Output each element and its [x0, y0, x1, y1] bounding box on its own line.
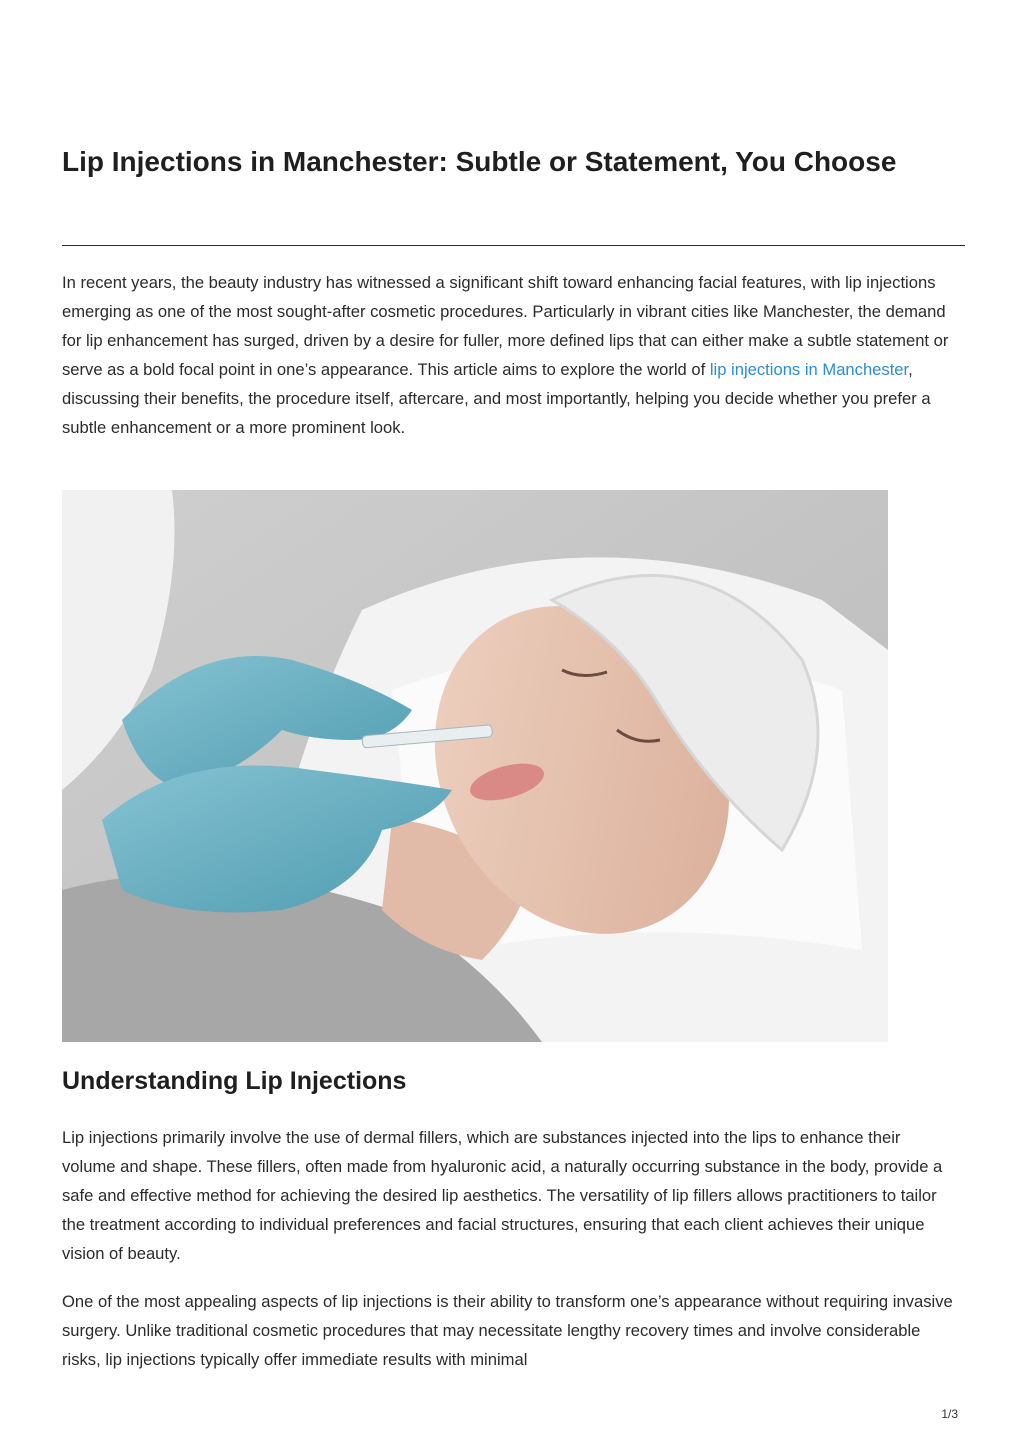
intro-text-end: , discussing their benefits, the procedure itself, aftercare, and most importantly, helping you decide whether you prefer a subtle enhancement or a more prominent look. — [62, 360, 931, 437]
intro-paragraph — [62, 268, 957, 442]
article-title: Lip Injections in Manchester: Subtle or Statement, You Choose — [62, 146, 897, 177]
body-paragraph: One of the most appealing aspects of lip injections is their ability to transform one’s appearance without requiring invasive surgery. Unlike traditional cosmetic procedures that may necessitate lengthy recovery times and involve considerable risks, lip injections typically offer immediate results with minimal — [62, 1292, 953, 1369]
title-divider — [62, 245, 965, 246]
page-number: 1/3 — [941, 1407, 958, 1421]
body-paragraph: Lip injections primarily involve the use of dermal fillers, which are substances injected into the lips to enhance their volume and shape. These fillers, often made from hyaluronic acid, a naturally occurring substance in the body, provide a safe and effective method for achieving the desired lip aesthetics. The versatility of lip fillers allows practitioners to tailor the treatment according to individual preferences and facial structures, ensuring that each client achieves their unique vision of beauty. — [62, 1128, 943, 1263]
section-heading: Understanding Lip Injections — [62, 1067, 407, 1095]
intro-text-start: In recent years, the beauty industry has witnessed a significant shift toward enhancing facial features, with lip injections emerging as one of the most sought-after cosmetic procedures. Particularly in vibrant cities like Manchester, the demand for lip enhancement has surged, driven by a desire for fuller, more defined lips that can either make a subtle statement or serve as a bold focal point in one’s appearance. This article aims to explore the world of — [62, 273, 949, 379]
lip-injections-manchester-link[interactable]: lip injections in Manchester — [709, 360, 909, 379]
lip-injection-photo — [62, 490, 888, 1042]
